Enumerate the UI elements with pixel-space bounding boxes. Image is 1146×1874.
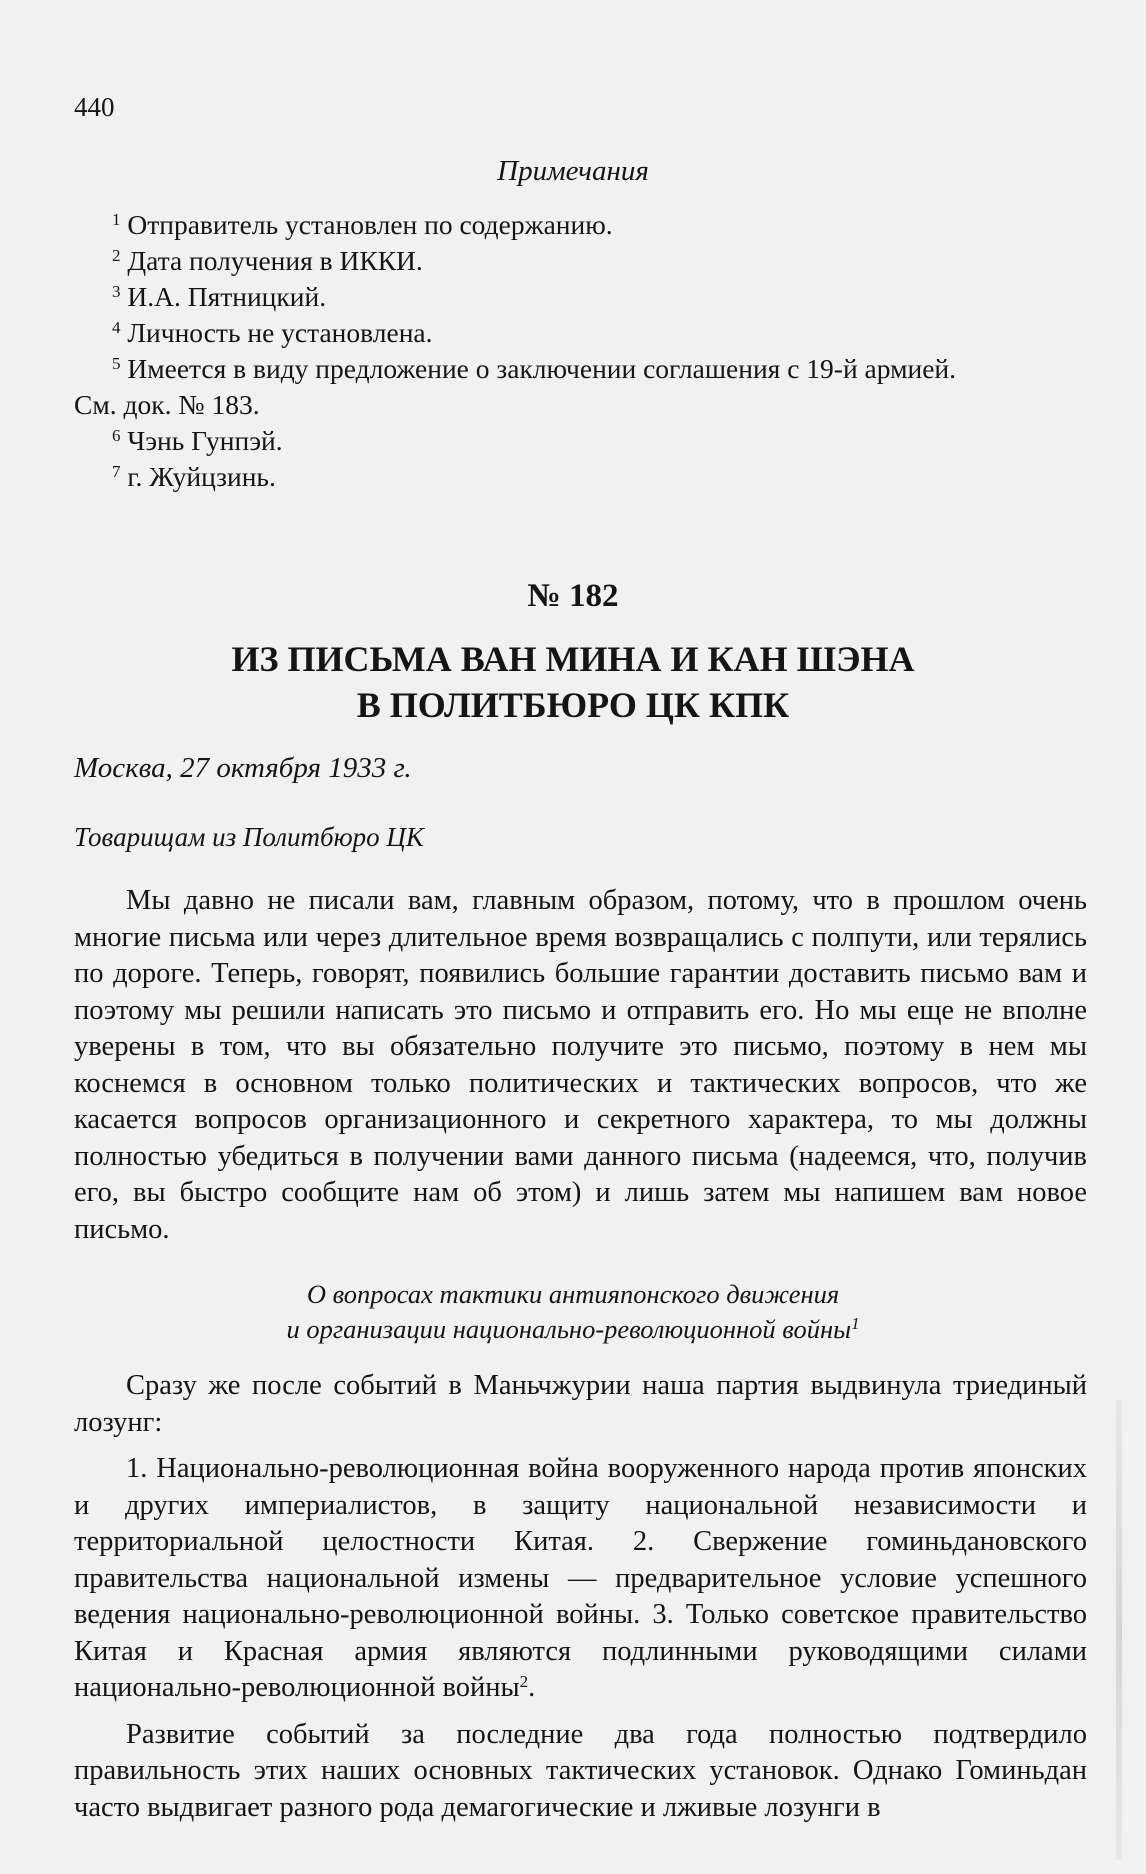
page-edge-shadow [1116, 1400, 1122, 1860]
document-number: № 182 [527, 578, 619, 614]
page-number: 440 [74, 92, 115, 122]
section-heading-line2: и организации национально-революционной войны [286, 1314, 852, 1344]
note-item-continuation: См. док. № 183. [74, 389, 260, 420]
note-item: $^4$ Личность не установлена. [112, 317, 433, 348]
document-title-line1: ИЗ ПИСЬМА ВАН МИНА И КАН ШЭНА [231, 639, 915, 679]
place-date: Москва, 27 октября 1933 г. [74, 752, 412, 784]
notes-title: Примечания [497, 155, 649, 187]
paragraph-2: Сразу же после событий в Маньчжурии наша партия выдвинула триединый лозунг: [74, 1370, 1087, 1438]
body-text [74, 1368, 1087, 1836]
paragraph-1: Мы давно не писали вам, главным образом, потому, что в прошлом очень многие письма или через длительное время возвращались с полпути, или терялись по дороге. Теперь, говорят, появились большие гарантии доставить письмо вам и поэтому мы решили написать это письмо и отправить его. Но мы еще не вполне уверены в том, что вы обязательно получите это письмо, поэтому в нем мы коснемся в основном только политических и тактических вопросов, что же касается вопросов организационного и секретного характера, то мы должны полностью убедиться в получении вами данного письма (надеемся, что, получив его, вы быстро сообщите нам об этом) и лишь затем мы напишем вам новое письмо. [74, 885, 1087, 1245]
note-item: $^7$ г. Жуйцзинь. [112, 461, 276, 492]
paragraph-3: 1. Национально-революционная война вооруженного народа против японских и других империалистов, в защиту национальной независимости и территориальной целостности Китая. 2. Свержение гоминьдановского правительства национальной измены — предварительное условие успешного ведения национально-революционной войны. 3. Только советское правительство Китая и Красная армия являются подлинными руководящими силами национально-революционной войны$^2$. [74, 1453, 1087, 1703]
section-heading-line1: О вопросах тактики антияпонского движения [306, 1279, 840, 1309]
note-item: $^6$ Чэнь Гунпэй. [112, 425, 283, 456]
note-item: $^1$ Отправитель установлен по содержанию. [112, 209, 613, 240]
footnote-ref: 1 [851, 1314, 860, 1333]
paragraph-4: Развитие событий за последние два года полностью подтвердило правильность этих наших основных тактических установок. Однако Гоминьдан часто выдвигает разного рода демагогические и лживые лозунги в [74, 1718, 1087, 1823]
note-item: $^3$ И.А. Пятницкий. [112, 281, 327, 312]
section-heading [0, 1277, 1146, 1347]
note-item: $^5$ Имеется в виду предложение о заключении соглашения с 19-й армией. [112, 353, 956, 384]
notes-list [74, 207, 1094, 495]
section-heading-line2-wrap [0, 1312, 1146, 1347]
document-title-line2: В ПОЛИТБЮРО ЦК КПК [356, 685, 790, 725]
document-title [0, 636, 1146, 728]
note-item: $^2$ Дата получения в ИККИ. [112, 245, 423, 276]
greeting: Товарищам из Политбюро ЦК [74, 822, 424, 852]
footnote-ref: 2 [519, 1672, 529, 1691]
